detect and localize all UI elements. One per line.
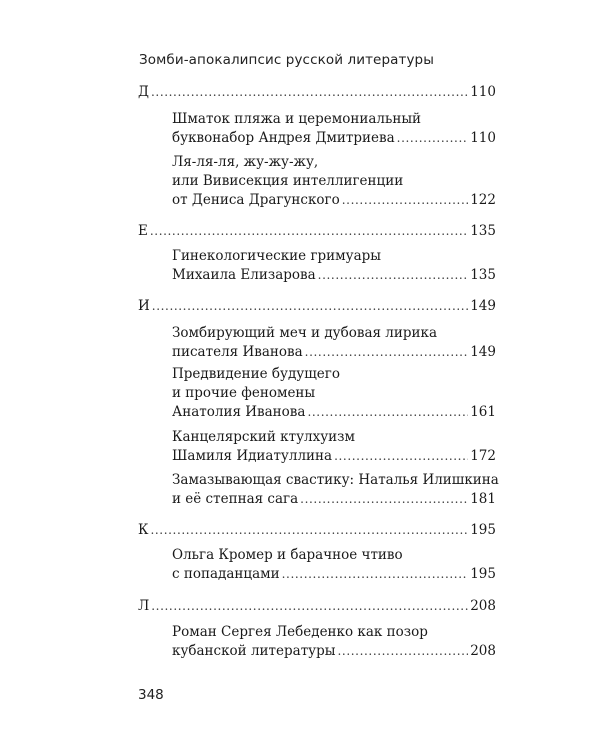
- page-number: 348: [138, 687, 164, 703]
- toc-entry-page: 181: [470, 491, 496, 507]
- toc-entry-line: Шматок пляжа и церемониальный: [172, 111, 422, 127]
- section-page-number: 110: [470, 84, 496, 100]
- dot-leader: [307, 402, 468, 423]
- dot-leader: [338, 641, 469, 662]
- section-letter: И: [138, 298, 150, 314]
- toc-entry: [172, 489, 496, 510]
- toc-entry-line: с попаданцами: [172, 566, 280, 582]
- section-page-number: 195: [470, 522, 496, 538]
- toc-entry-page: 195: [470, 566, 496, 582]
- dot-leader: [152, 296, 468, 317]
- toc-entry-page: 135: [470, 267, 496, 283]
- toc-entry-page: 161: [470, 404, 496, 420]
- toc-entry-line: Ольга Кромер и барачное чтиво: [172, 547, 403, 563]
- toc-entry: [172, 265, 496, 286]
- toc-entry-line: буквонабор Андрея Дмитриева: [172, 130, 395, 146]
- dot-leader: [150, 520, 468, 541]
- toc-entry-page: 122: [470, 192, 496, 208]
- toc-entry-line: кубанской литературы: [172, 643, 336, 659]
- toc-entry-line: писателя Иванова: [172, 344, 303, 360]
- toc-entry-line: Михаила Елизарова: [172, 267, 316, 283]
- section-page-number: 208: [470, 598, 496, 614]
- toc-section-letter: [138, 520, 496, 541]
- toc-entry: [172, 446, 496, 467]
- dot-leader: [334, 446, 468, 467]
- section-page-number: 135: [470, 223, 496, 239]
- toc-entry-line: Роман Сергея Лебеденко как позор: [172, 624, 428, 640]
- toc-entry-line: от Дениса Драгунского: [172, 192, 340, 208]
- toc-entry-line: Анатолия Иванова: [172, 404, 306, 420]
- toc-entry-page: 208: [470, 643, 496, 659]
- toc-entry-line: Ля-ля-ля, жу-жу-жу,: [172, 154, 319, 170]
- toc-entry: [172, 564, 496, 585]
- toc-entry: [172, 342, 496, 363]
- toc-entry-line: или Вивисекция интеллигенции: [172, 173, 404, 189]
- dot-leader: [150, 221, 468, 242]
- dot-leader: [300, 489, 468, 510]
- section-page-number: 149: [470, 298, 496, 314]
- toc-entry-page: 110: [470, 130, 496, 146]
- toc-entry: [172, 128, 496, 149]
- toc-entry-page: 172: [470, 448, 496, 464]
- toc-section-letter: [138, 596, 496, 617]
- toc-entry-line: Предвидение будущего: [172, 366, 340, 382]
- toc-entry-line: Шамиля Идиатуллина: [172, 448, 333, 464]
- dot-leader: [305, 342, 469, 363]
- toc-section-letter: [138, 221, 496, 242]
- running-head: Зомби-апокалипсис русской литературы: [139, 52, 434, 68]
- section-letter: Д: [138, 84, 149, 100]
- toc-entry-line: и прочие феномены: [172, 385, 316, 401]
- toc-entry-page: 149: [470, 344, 496, 360]
- dot-leader: [151, 596, 468, 617]
- toc-section-letter: [138, 296, 496, 317]
- toc-entry: [172, 402, 496, 423]
- dot-leader: [397, 128, 469, 149]
- toc-entry-line: Зомбирующий меч и дубовая лирика: [172, 325, 438, 341]
- toc-section-letter: [138, 82, 496, 103]
- toc-entry: [172, 641, 496, 662]
- dot-leader: [342, 190, 468, 211]
- dot-leader: [282, 564, 469, 585]
- toc-entry-line: и её степная сага: [172, 491, 299, 507]
- toc-entry-line: Замазывающая свастику: Наталья Илишкина: [172, 472, 499, 488]
- toc-entry: [172, 190, 496, 211]
- section-letter: Л: [138, 598, 150, 614]
- section-letter: Е: [138, 223, 148, 239]
- dot-leader: [151, 82, 468, 103]
- toc-entry-line: Гинекологические гримуары: [172, 248, 382, 264]
- toc-entry-line: Канцелярский ктулхуизм: [172, 429, 356, 445]
- section-letter: К: [138, 522, 149, 538]
- dot-leader: [318, 265, 469, 286]
